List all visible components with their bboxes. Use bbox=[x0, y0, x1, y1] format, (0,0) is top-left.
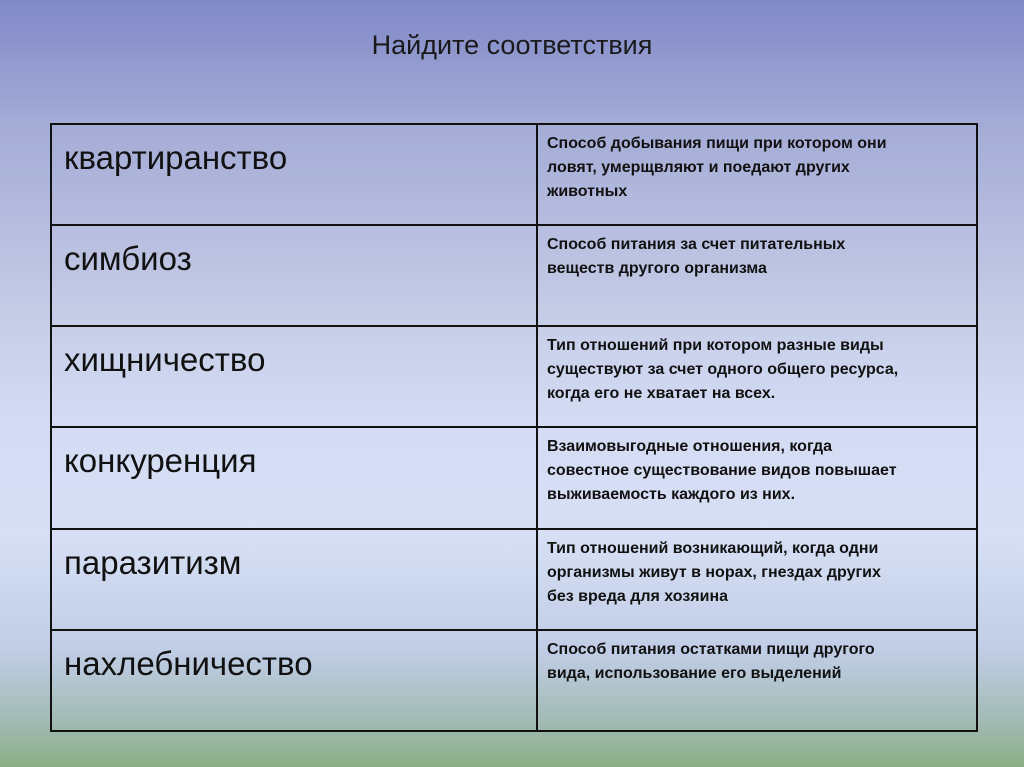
table-row bbox=[51, 326, 977, 427]
definition-cell: Взаимовыгодные отношения, когда совестное существование видов повышает выживаемость каждого из них. bbox=[537, 427, 977, 528]
term-cell: конкуренция bbox=[51, 427, 537, 528]
matching-table bbox=[50, 123, 978, 732]
definition-cell: Способ добывания пищи при котором они ловят, умерщвляют и поедают других животных bbox=[537, 124, 977, 225]
table-row bbox=[51, 529, 977, 630]
definition-cell: Способ питания за счет питательных веществ другого организма bbox=[537, 225, 977, 326]
table-row bbox=[51, 124, 977, 225]
table-row bbox=[51, 630, 977, 731]
definition-cell: Способ питания остатками пищи другого вида, использование его выделений bbox=[537, 630, 977, 731]
term-cell: симбиоз bbox=[51, 225, 537, 326]
term-cell: нахлебничество bbox=[51, 630, 537, 731]
term-cell: квартиранство bbox=[51, 124, 537, 225]
slide-title: Найдите соответствия bbox=[371, 30, 653, 60]
term-cell: хищничество bbox=[51, 326, 537, 427]
definition-cell: Тип отношений при котором разные виды существуют за счет одного общего ресурса, когда его не хватает на всех. bbox=[537, 326, 977, 427]
term-cell: паразитизм bbox=[51, 529, 537, 630]
table-row bbox=[51, 427, 977, 528]
definition-cell: Тип отношений возникающий, когда одни организмы живут в норах, гнездах других без вреда для хозяина bbox=[537, 529, 977, 630]
table-row bbox=[51, 225, 977, 326]
